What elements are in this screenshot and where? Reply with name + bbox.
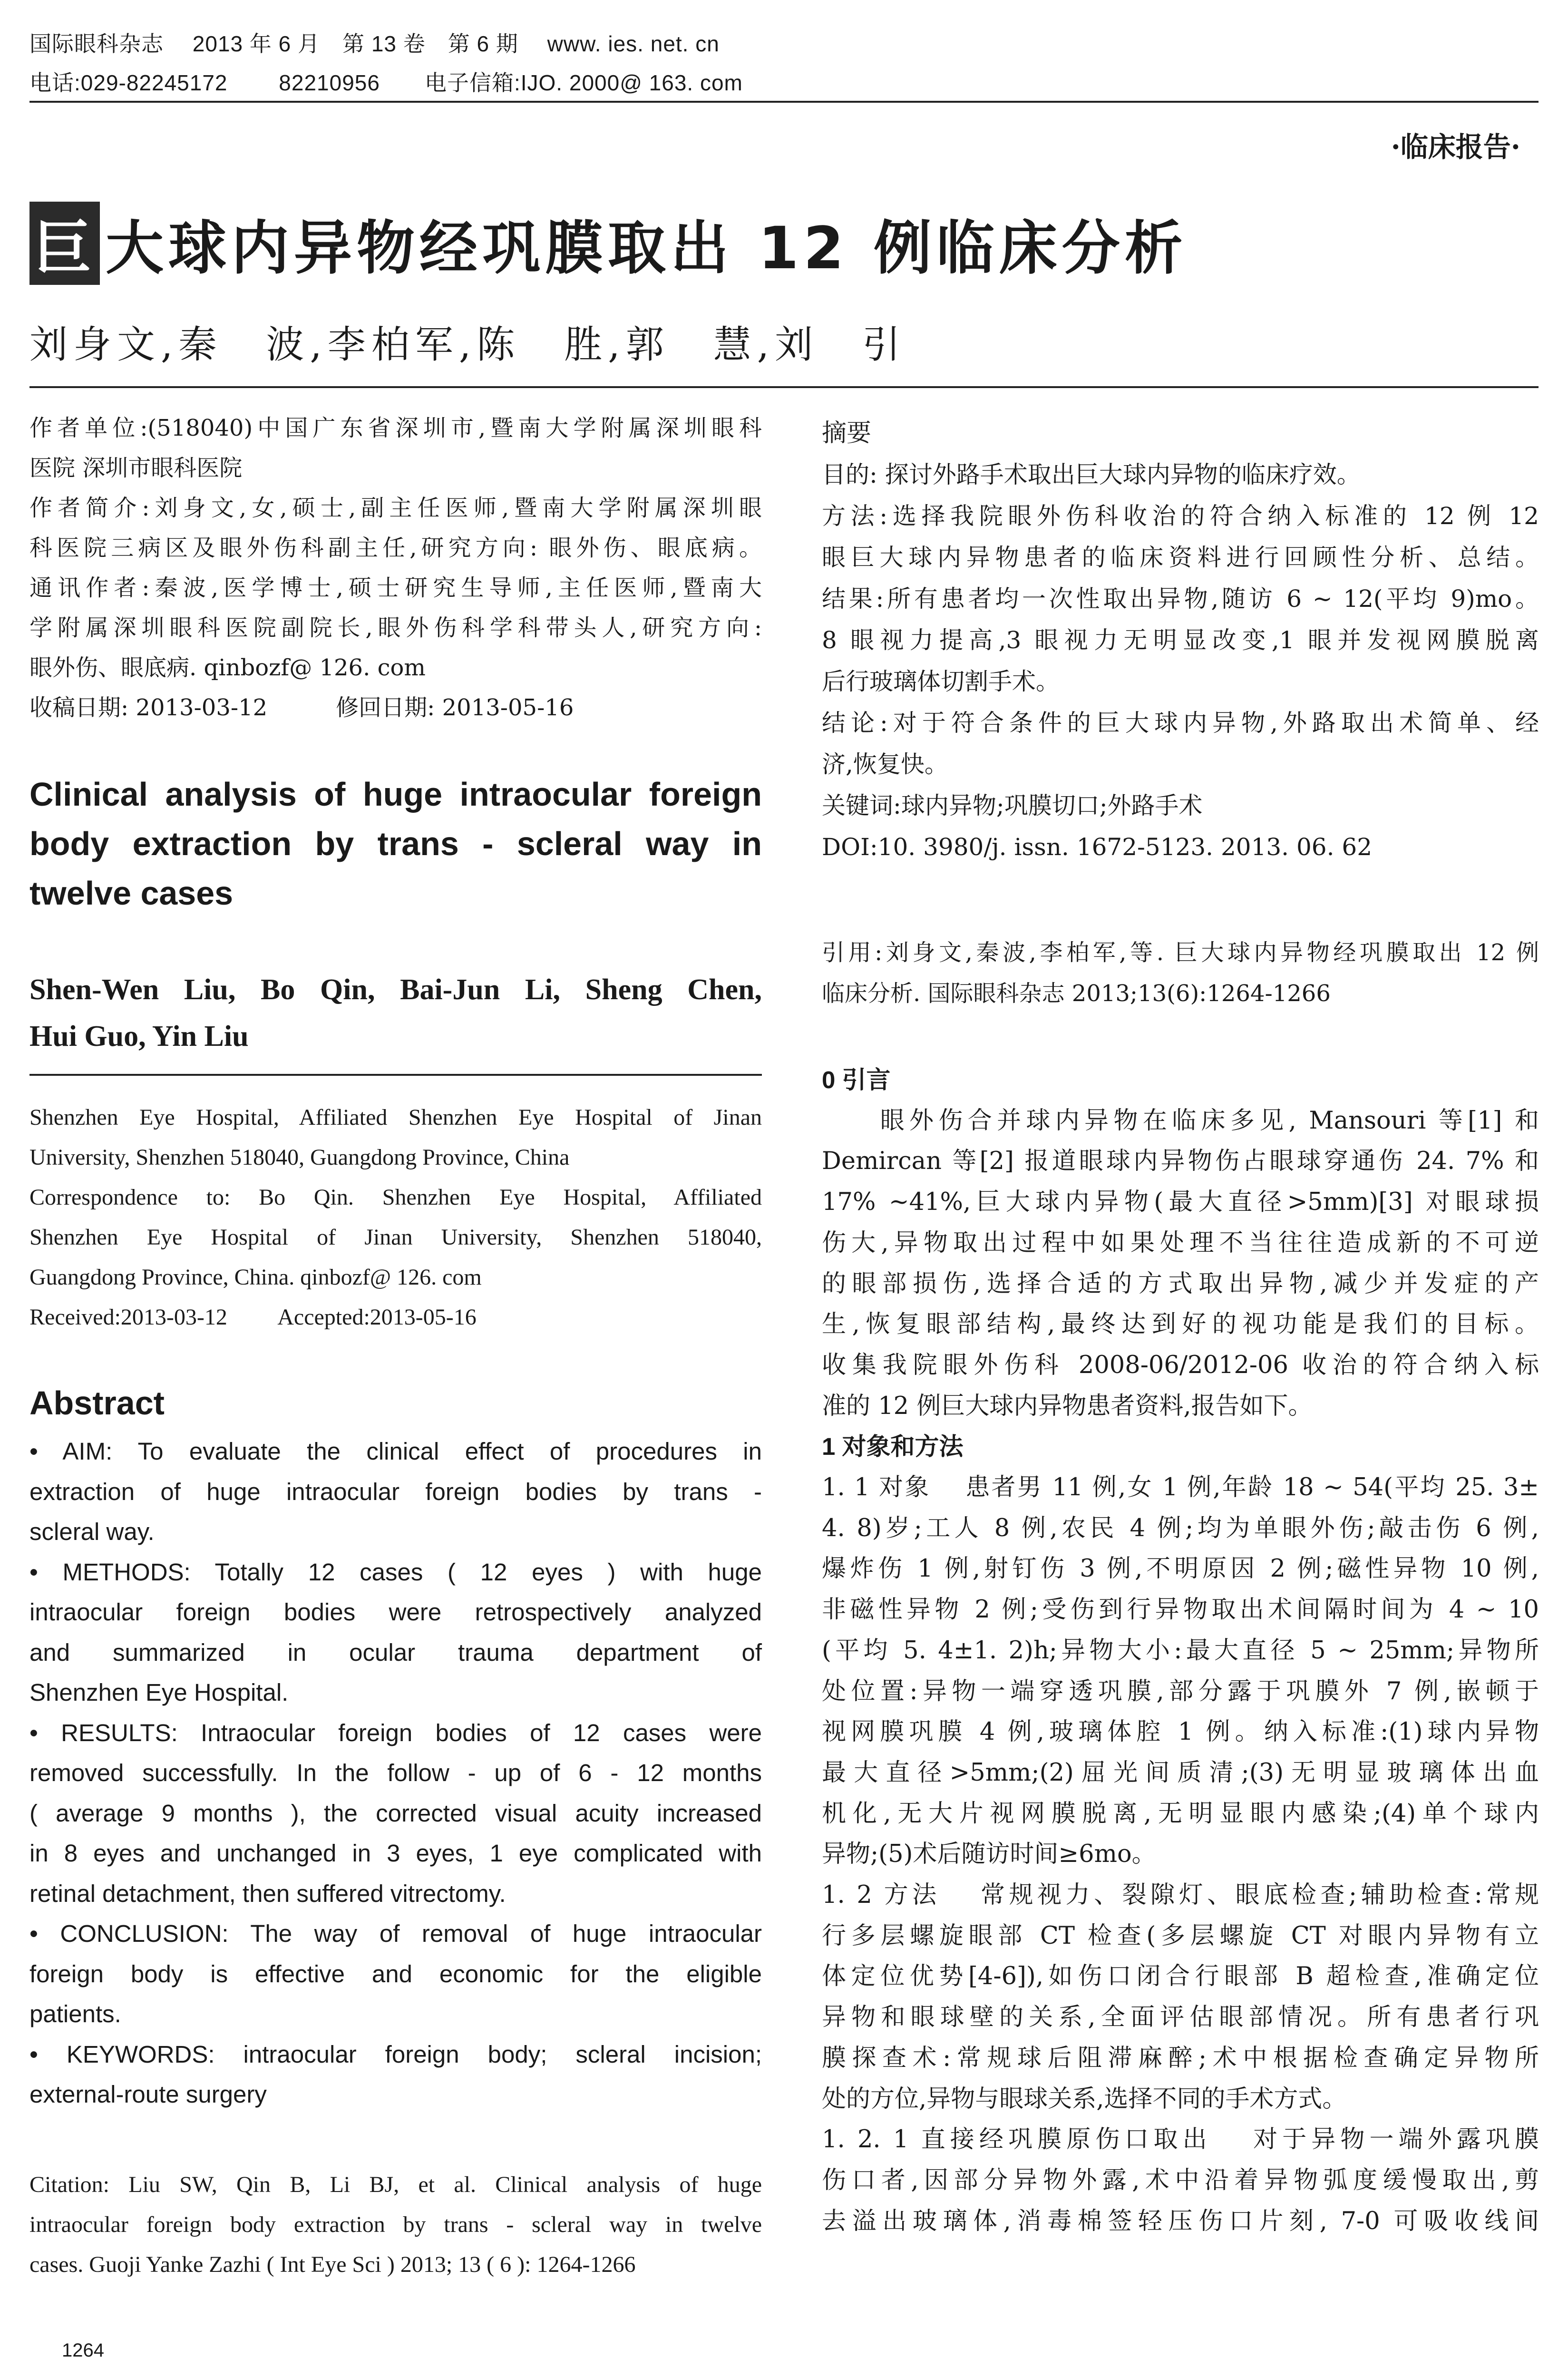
correspondence-line: 学附属深圳眼科医院副院长,眼外伤科学科带头人,研究方向: <box>29 614 762 641</box>
english-received-dates: Received:2013-03-12 Accepted:2013-05-16 <box>29 1305 477 1330</box>
english-title-line: body extraction by trans - scleral way in <box>29 825 762 862</box>
citation-cn-line: 引用:刘身文,秦波,李柏军,等. 巨大球内异物经巩膜取出 12 例 <box>822 939 1539 966</box>
body-line: Demircan 等[2] 报道眼球内异物伤占眼球穿通伤 24. 7% 和 <box>822 1147 1539 1176</box>
body-line: 伤口者,因部分异物外露,术中沿着异物弧度缓慢取出,剪 <box>822 2166 1539 2194</box>
body-line: 机化,无大片视网膜脱离,无明显眼内感染;(4)单个球内 <box>822 1799 1539 1828</box>
abstract-line: • METHODS: Totally 12 cases ( 12 eyes ) with huge <box>29 1558 762 1586</box>
body-line: 17% ~41%,巨大球内异物(最大直径>5mm)[3] 对眼球损 <box>822 1188 1539 1217</box>
abstract-line: external-route surgery <box>29 2081 267 2108</box>
body-line: 行多层螺旋眼部 CT 检查(多层螺旋 CT 对眼内异物有立 <box>822 1921 1539 1950</box>
english-title-line: Clinical analysis of huge intraocular foreign <box>29 776 762 813</box>
abstract-cn-keywords: 关键词:球内异物;巩膜切口;外路手术 <box>822 792 1203 819</box>
english-correspondence-line: Shenzhen Eye Hospital of Jinan University, Shenzhen 518040, <box>29 1225 762 1250</box>
abstract-cn-conclusion: 结论:对于符合条件的巨大球内异物,外路取出术简单、经 <box>822 709 1539 737</box>
body-line: 1. 2. 1 直接经巩膜原伤口取出 对于异物一端外露巩膜 <box>822 2125 1539 2154</box>
english-authors-line: Shen-Wen Liu, Bo Qin, Bai-Jun Li, Sheng Chen, <box>29 974 762 1006</box>
body-line: 去溢出玻璃体,消毒棉签轻压伤口片刻, 7-0 可吸收线间 <box>822 2207 1539 2235</box>
english-affiliation <box>29 1098 762 1337</box>
journal-header-line-2: 电话:029-82245172 82210956 电子信箱:IJO. 2000@ 163. com <box>29 70 743 95</box>
body-line: 膜探查术:常规球后阻滞麻醉;术中根据检查确定异物所 <box>822 2044 1539 2072</box>
english-title <box>29 770 762 918</box>
abstract-line: retinal detachment, then suffered vitrectomy. <box>29 1880 506 1907</box>
received-dates: 收稿日期: 2013-03-12 修回日期: 2013-05-16 <box>29 694 574 721</box>
abstract-line: foreign body is effective and economic for the eligible <box>29 1960 762 1987</box>
affiliation-line: 作者单位:(518040)中国广东省深圳市,暨南大学附属深圳眼科 <box>29 415 762 441</box>
abstract-cn-methods: 眼巨大球内异物患者的临床资料进行回顾性分析、总结。 <box>822 544 1539 571</box>
abstract-cn-results: 8 眼视力提高,3 眼视力无明显改变,1 眼并发视网膜脱离 <box>822 626 1539 654</box>
english-affiliation-line: Shenzhen Eye Hospital, Affiliated Shenzhen Eye Hospital of Jinan <box>29 1105 762 1130</box>
abstract-cn-aim: 目的: 探讨外路手术取出巨大球内异物的临床疗效。 <box>822 461 1361 488</box>
paper-title <box>29 202 1188 285</box>
body-line: 生,恢复眼部结构,最终达到好的视功能是我们的目标。 <box>822 1310 1539 1339</box>
citation-line: intraocular foreign body extraction by trans - scleral way in twelve <box>29 2212 762 2237</box>
body-line: 4. 8)岁;工人 8 例,农民 4 例;均为单眼外伤;敲击伤 6 例, <box>822 1514 1539 1542</box>
abstract-line: and summarized in ocular trauma department of <box>29 1638 762 1666</box>
abstract-cn-results: 后行玻璃体切割手术。 <box>822 668 1060 695</box>
authors-chinese: 刘身文,秦 波,李柏军,陈 胜,郭 慧,刘 引 <box>29 322 906 367</box>
abstract-line: Shenzhen Eye Hospital. <box>29 1679 289 1706</box>
body-line: 异物和眼球壁的关系,全面评估眼部情况。所有患者行巩 <box>822 2003 1539 2032</box>
abstract-line: • CONCLUSION: The way of removal of huge intraocular <box>29 1920 762 1947</box>
title-rule <box>29 386 1539 388</box>
bio-line: 科医院三病区及眼外伤科副主任,研究方向: 眼外伤、眼底病。 <box>29 535 762 561</box>
english-title-line: twelve cases <box>29 875 234 912</box>
abstract-cn-doi: DOI:10. 3980/j. issn. 1672-5123. 2013. 06. 62 <box>822 833 1373 861</box>
header-rule <box>29 101 1539 103</box>
english-affiliation-line: University, Shenzhen 518040, Guangdong Province, China <box>29 1145 570 1170</box>
body-line: 处的方位,异物与眼球关系,选择不同的手术方式。 <box>822 2085 1347 2113</box>
citation-line: Citation: Liu SW, Qin B, Li BJ, et al. Clinical analysis of huge <box>29 2172 762 2197</box>
title-lead-glyph: 巨 <box>29 202 100 285</box>
abstract-english <box>29 1432 762 2115</box>
body-line: 1. 2 方法 常规视力、裂隙灯、眼底检查;辅助检查:常规 <box>822 1881 1539 1909</box>
body-line: 非磁性异物 2 例;受伤到行异物取出术间隔时间为 4 ~ 10 <box>822 1596 1539 1624</box>
body-line: (平均 5. 4±1. 2)h;异物大小:最大直径 5 ~ 25mm;异物所 <box>822 1636 1539 1665</box>
abstract-line: intraocular foreign bodies were retrospectively analyzed <box>29 1598 762 1626</box>
english-authors <box>29 966 762 1060</box>
abstract-cn-heading: 摘要 <box>822 419 872 447</box>
journal-header-line-1: 国际眼科杂志 2013 年 6 月 第 13 卷 第 6 期 www. ies. net. cn <box>29 31 720 56</box>
abstract-line: • AIM: To evaluate the clinical effect of procedures in <box>29 1438 762 1465</box>
english-correspondence-line: Guangdong Province, China. qinbozf@ 126. com <box>29 1265 482 1290</box>
citation-chinese <box>822 932 1539 1014</box>
body-line: 伤大,异物取出过程中如果处理不当往往造成新的不可逆 <box>822 1228 1539 1257</box>
abstract-line: in 8 eyes and unchanged in 3 eyes, 1 eye complicated with <box>29 1840 762 1867</box>
abstract-line: patients. <box>29 2000 121 2027</box>
correspondence-line: 眼外伤、眼底病. qinbozf@ 126. com <box>29 654 426 681</box>
body-line: 收集我院眼外伤科 2008-06/2012-06 收治的符合纳入标 <box>822 1351 1539 1379</box>
body-line: 爆炸伤 1 例,射钉伤 3 例,不明原因 2 例;磁性异物 10 例, <box>822 1555 1539 1583</box>
citation-english <box>29 2165 762 2285</box>
heading-introduction: 0 引言 <box>822 1066 891 1093</box>
abstract-line: scleral way. <box>29 1518 155 1545</box>
abstract-heading: Abstract <box>29 1384 165 1422</box>
bio-line: 作者简介:刘身文,女,硕士,副主任医师,暨南大学附属深圳眼 <box>29 495 762 521</box>
abstract-cn-methods: 方法:选择我院眼外伤科收治的符合纳入标准的 12 例 12 <box>822 502 1539 530</box>
page-number: 1264 <box>62 2340 104 2361</box>
abstract-line: ( average 9 months ), the corrected visual acuity increased <box>29 1799 762 1827</box>
abstract-line: • RESULTS: Intraocular foreign bodies of 12 cases were <box>29 1719 762 1746</box>
body-line: 准的 12 例巨大球内异物患者资料,报告如下。 <box>822 1392 1313 1420</box>
abstract-line: • KEYWORDS: intraocular foreign body; scleral incision; <box>29 2040 762 2068</box>
citation-line: cases. Guoji Yanke Zazhi ( Int Eye Sci ) 2013; 13 ( 6 ): 1264-1266 <box>29 2252 636 2277</box>
citation-cn-line: 临床分析. 国际眼科杂志 2013;13(6):1264-1266 <box>822 980 1331 1007</box>
body-text-chinese <box>822 1060 1539 2241</box>
correspondence-line: 通讯作者:秦波,医学博士,硕士研究生导师,主任医师,暨南大 <box>29 575 762 601</box>
english-authors-line: Hui Guo, Yin Liu <box>29 1020 249 1052</box>
title-text: 大球内异物经巩膜取出 12 例临床分析 <box>106 214 1188 282</box>
body-line: 眼外伤合并球内异物在临床多见, Mansouri 等[1] 和 <box>822 1106 1539 1135</box>
body-line: 处位置:异物一端穿透巩膜,部分露于巩膜外 7 例,嵌顿于 <box>822 1677 1539 1705</box>
body-line: 1. 1 对象 患者男 11 例,女 1 例,年龄 18 ~ 54(平均 25. 3± <box>822 1473 1539 1502</box>
abstract-chinese <box>822 413 1539 868</box>
affiliation-line: 医院 深圳市眼科医院 <box>29 455 243 481</box>
abstract-line: extraction of huge intraocular foreign bodies by trans - <box>29 1478 762 1505</box>
body-line: 异物;(5)术后随访时间≥6mo。 <box>822 1840 1156 1869</box>
abstract-cn-results: 结果:所有患者均一次性取出异物,随访 6 ~ 12(平均 9)mo。 <box>822 585 1539 613</box>
body-line: 最大直径>5mm;(2)屈光间质清;(3)无明显玻璃体出血 <box>822 1758 1539 1787</box>
body-line: 视网膜巩膜 4 例,玻璃体腔 1 例。纳入标准:(1)球内异物 <box>822 1718 1539 1746</box>
section-tag: ·临床报告· <box>1391 131 1520 163</box>
english-correspondence-line: Correspondence to: Bo Qin. Shenzhen Eye Hospital, Affiliated <box>29 1185 762 1210</box>
abstract-cn-conclusion: 济,恢复快。 <box>822 750 948 778</box>
heading-subjects-methods: 1 对象和方法 <box>822 1433 964 1461</box>
body-line: 体定位优势[4-6]),如伤口闭合行眼部 B 超检查,准确定位 <box>822 1962 1539 1991</box>
abstract-line: removed successfully. In the follow - up of 6 - 12 months <box>29 1759 762 1786</box>
english-authors-rule <box>29 1074 762 1076</box>
body-line: 的眼部损伤,选择合适的方式取出异物,减少并发症的产 <box>822 1269 1539 1298</box>
affiliation-chinese <box>29 408 762 728</box>
